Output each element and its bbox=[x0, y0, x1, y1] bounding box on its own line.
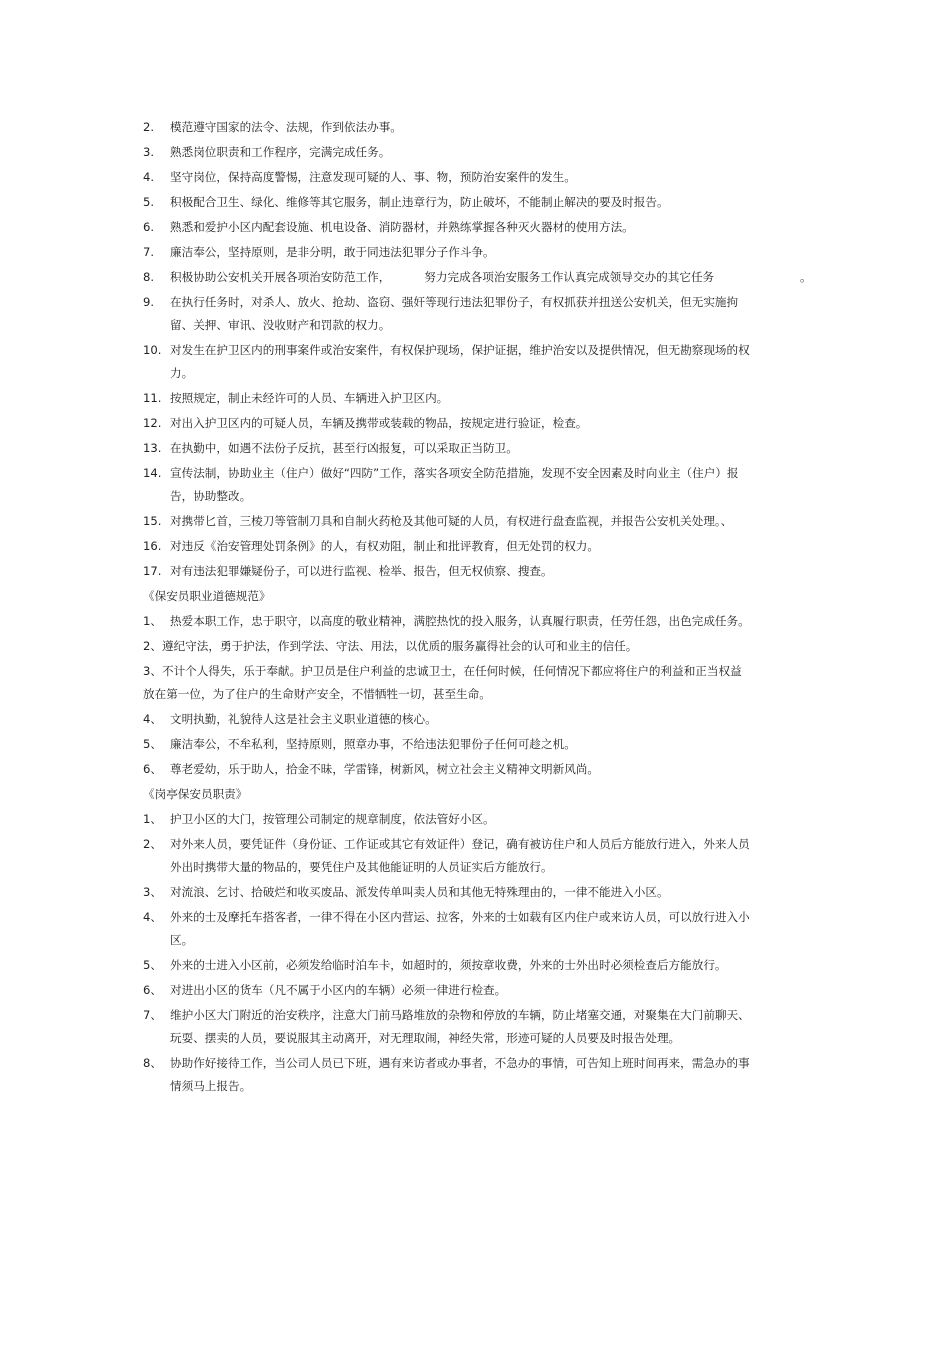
item-text: 按照规定，制止未经许可的人员、车辆进入护卫区内。 bbox=[170, 391, 449, 405]
list-item bbox=[0, 116, 950, 139]
item-number: 5、 bbox=[143, 737, 162, 751]
list-item bbox=[0, 216, 950, 239]
list-item bbox=[0, 266, 950, 289]
item-number: 6、 bbox=[143, 762, 162, 776]
item-number: 3、 bbox=[143, 885, 162, 899]
item-text: 对发生在护卫区内的刑事案件或治安案件，有权保护现场，保护证据，维护治安以及提供情况，但无勘察现场的权力。 bbox=[170, 343, 750, 380]
list-item bbox=[0, 954, 950, 977]
list-item bbox=[0, 560, 950, 583]
list-item bbox=[0, 437, 950, 460]
list-item bbox=[0, 881, 950, 904]
item-number: 11. bbox=[143, 391, 162, 405]
list-item bbox=[0, 291, 950, 337]
item-number: 16. bbox=[143, 539, 162, 553]
item-number: 2、 bbox=[143, 837, 162, 851]
item-text: 热爱本职工作，忠于职守，以高度的敬业精神，满腔热忱的投入服务，认真履行职责，任劳任怨，出色完成任务。 bbox=[170, 614, 750, 628]
item-number: 12. bbox=[143, 416, 162, 430]
item-text: 协助作好接待工作，当公司人员已下班，遇有来访者或办事者，不急办的事情，可告知上班时间再来，需急办的事情须马上报告。 bbox=[170, 1056, 750, 1093]
item-text: 廉洁奉公，坚持原则，是非分明，敢于同违法犯罪分子作斗争。 bbox=[170, 245, 495, 259]
item-text: 对外来人员，要凭证件（身份证、工作证或其它有效证件）登记，确有被访住户和人员后方能放行进入，外来人员外出时携带大量的物品的，要凭住户及其他能证明的人员证实后方能放行。 bbox=[170, 837, 750, 874]
item-number: 5、 bbox=[143, 958, 162, 972]
list-item bbox=[0, 808, 950, 831]
list-item bbox=[0, 387, 950, 410]
item-number: 13. bbox=[143, 441, 162, 455]
list-item bbox=[0, 758, 950, 781]
list-item bbox=[0, 1052, 950, 1098]
item-number: 4、 bbox=[143, 910, 162, 924]
item-text: 对出入护卫区内的可疑人员，车辆及携带或装载的物品，按规定进行验证，检查。 bbox=[170, 416, 588, 430]
item-text: 护卫小区的大门，按管理公司制定的规章制度，依法管好小区。 bbox=[170, 812, 495, 826]
item-text: 对违反《治安管理处罚条例》的人，有权劝阻，制止和批评教育，但无处罚的权力。 bbox=[170, 539, 599, 553]
item-text: 对流浪、乞讨、拾破烂和收买废品、派发传单叫卖人员和其他无特殊理由的，一律不能进入小区。 bbox=[170, 885, 669, 899]
item-text-part-a: 积极协助公安机关开展各项治安防范工作， bbox=[170, 270, 391, 284]
item-number: 17. bbox=[143, 564, 162, 578]
item-text: 熟悉和爱护小区内配套设施、机电设备、消防器材，并熟练掌握各种灭火器材的使用方法。 bbox=[170, 220, 634, 234]
item-text bbox=[0, 266, 770, 289]
paragraph-item: 3、不计个人得失，乐于奉献。护卫员是住户利益的忠诚卫士，在任何时候，任何情况下都应将住户的利益和正当权益放在第一位，为了住户的生命财产安全，不惜牺牲一切，甚至生命。 bbox=[143, 664, 742, 701]
item-text: 模范遵守国家的法令、法规，作到依法办事。 bbox=[170, 120, 402, 134]
list-item bbox=[0, 241, 950, 264]
item-number: 3. bbox=[143, 145, 155, 159]
item-number: 2. bbox=[143, 120, 155, 134]
list-item bbox=[0, 166, 950, 189]
list-item bbox=[0, 535, 950, 558]
item-text: 廉洁奉公，不牟私利，坚持原则，照章办事，不给违法犯罪份子任何可趁之机。 bbox=[170, 737, 576, 751]
item-number: 15. bbox=[143, 514, 162, 528]
item-text: 熟悉岗位职责和工作程序，完满完成任务。 bbox=[170, 145, 391, 159]
item-number: 8、 bbox=[143, 1056, 162, 1070]
item-text: 在执勤中，如遇不法份子反抗，甚至行凶报复，可以采取正当防卫。 bbox=[170, 441, 518, 455]
list-item bbox=[0, 610, 950, 633]
item-number: 8. bbox=[143, 270, 155, 284]
list-item bbox=[0, 833, 950, 879]
item-text: 外来的士进入小区前，必须发给临时泊车卡，如超时的，须按章收费，外来的士外出时必须检查后方能放行。 bbox=[170, 958, 727, 972]
item-text: 宣传法制，协助业主（住户）做好“四防”工作，落实各项安全防范措施，发现不安全因素及时向业主（住户）报告，协助整改。 bbox=[170, 466, 739, 503]
item-number: 1、 bbox=[143, 614, 162, 628]
list-item bbox=[0, 339, 950, 385]
list-item bbox=[0, 191, 950, 214]
list-item bbox=[0, 462, 950, 508]
item-text: 维护小区大门附近的治安秩序，注意大门前马路堆放的杂物和停放的车辆，防止堵塞交通，对聚集在大门前聊天、玩耍、摆卖的人员，要说服其主动离开，对无理取闹，神经失常，形迹可疑的人员要及时报告处理。 bbox=[170, 1008, 750, 1045]
item-number: 4. bbox=[143, 170, 155, 184]
item-number: 10. bbox=[143, 343, 162, 357]
item-text: 对进出小区的货车（凡不属于小区内的车辆）必须一律进行检查。 bbox=[170, 983, 507, 997]
item-text: 文明执勤，礼貌待人这是社会主义职业道德的核心。 bbox=[170, 712, 437, 726]
item-text: 坚守岗位，保持高度警惕，注意发现可疑的人、事、物，预防治安案件的发生。 bbox=[170, 170, 576, 184]
item-text: 对携带匕首，三棱刀等管制刀具和自制火药枪及其他可疑的人员，有权进行盘查监视，并报告公安机关处理。、 bbox=[170, 514, 733, 528]
item-number: 7. bbox=[143, 245, 155, 259]
item-number: 6. bbox=[143, 220, 155, 234]
item-number: 5. bbox=[143, 195, 155, 209]
item-text: 在执行任务时，对杀人、放火、抢劫、盗窃、强奸等现行违法犯罪份子，有权抓获并扭送公安机关，但无实施拘留、关押、审讯、没收财产和罚款的权力。 bbox=[170, 295, 739, 332]
list-item bbox=[0, 906, 950, 952]
list-item bbox=[0, 141, 950, 164]
list-item bbox=[0, 412, 950, 435]
list-item bbox=[0, 979, 950, 1002]
item-text-tail: 。 bbox=[800, 270, 812, 284]
list-item bbox=[0, 1004, 950, 1050]
section-title-ethics: 《保安员职业道德规范》 bbox=[143, 589, 271, 603]
item-text: 对有违法犯罪嫌疑份子，可以进行监视、检举、报告，但无权侦察、搜查。 bbox=[170, 564, 553, 578]
list-item bbox=[0, 733, 950, 756]
item-text-part-b: 努力完成各项治安服务工作认真完成领导交办的其它任务 bbox=[424, 270, 715, 284]
item-text: 积极配合卫生、绿化、维修等其它服务，制止违章行为，防止破坏，不能制止解决的要及时报告。 bbox=[170, 195, 669, 209]
document-body bbox=[0, 116, 950, 1100]
item-text: 外来的士及摩托车搭客者，一律不得在小区内营运、拉客，外来的士如载有区内住户或来访人员，可以放行进入小区。 bbox=[170, 910, 750, 947]
list-item bbox=[0, 708, 950, 731]
list-item bbox=[0, 510, 950, 533]
section-title-guard: 《岗亭保安员职责》 bbox=[143, 787, 248, 801]
item-number: 4、 bbox=[143, 712, 162, 726]
item-number: 1、 bbox=[143, 812, 162, 826]
item-number: 6、 bbox=[143, 983, 162, 997]
item-number: 7、 bbox=[143, 1008, 162, 1022]
item-number: 9. bbox=[143, 295, 155, 309]
item-number: 14. bbox=[143, 466, 162, 480]
paragraph-item: 2、遵纪守法，勇于护法，作到学法、守法、用法，以优质的服务赢得社会的认可和业主的信任。 bbox=[143, 639, 638, 653]
item-text: 尊老爱幼，乐于助人，拾金不昧，学雷锋，树新风，树立社会主义精神文明新风尚。 bbox=[170, 762, 599, 776]
